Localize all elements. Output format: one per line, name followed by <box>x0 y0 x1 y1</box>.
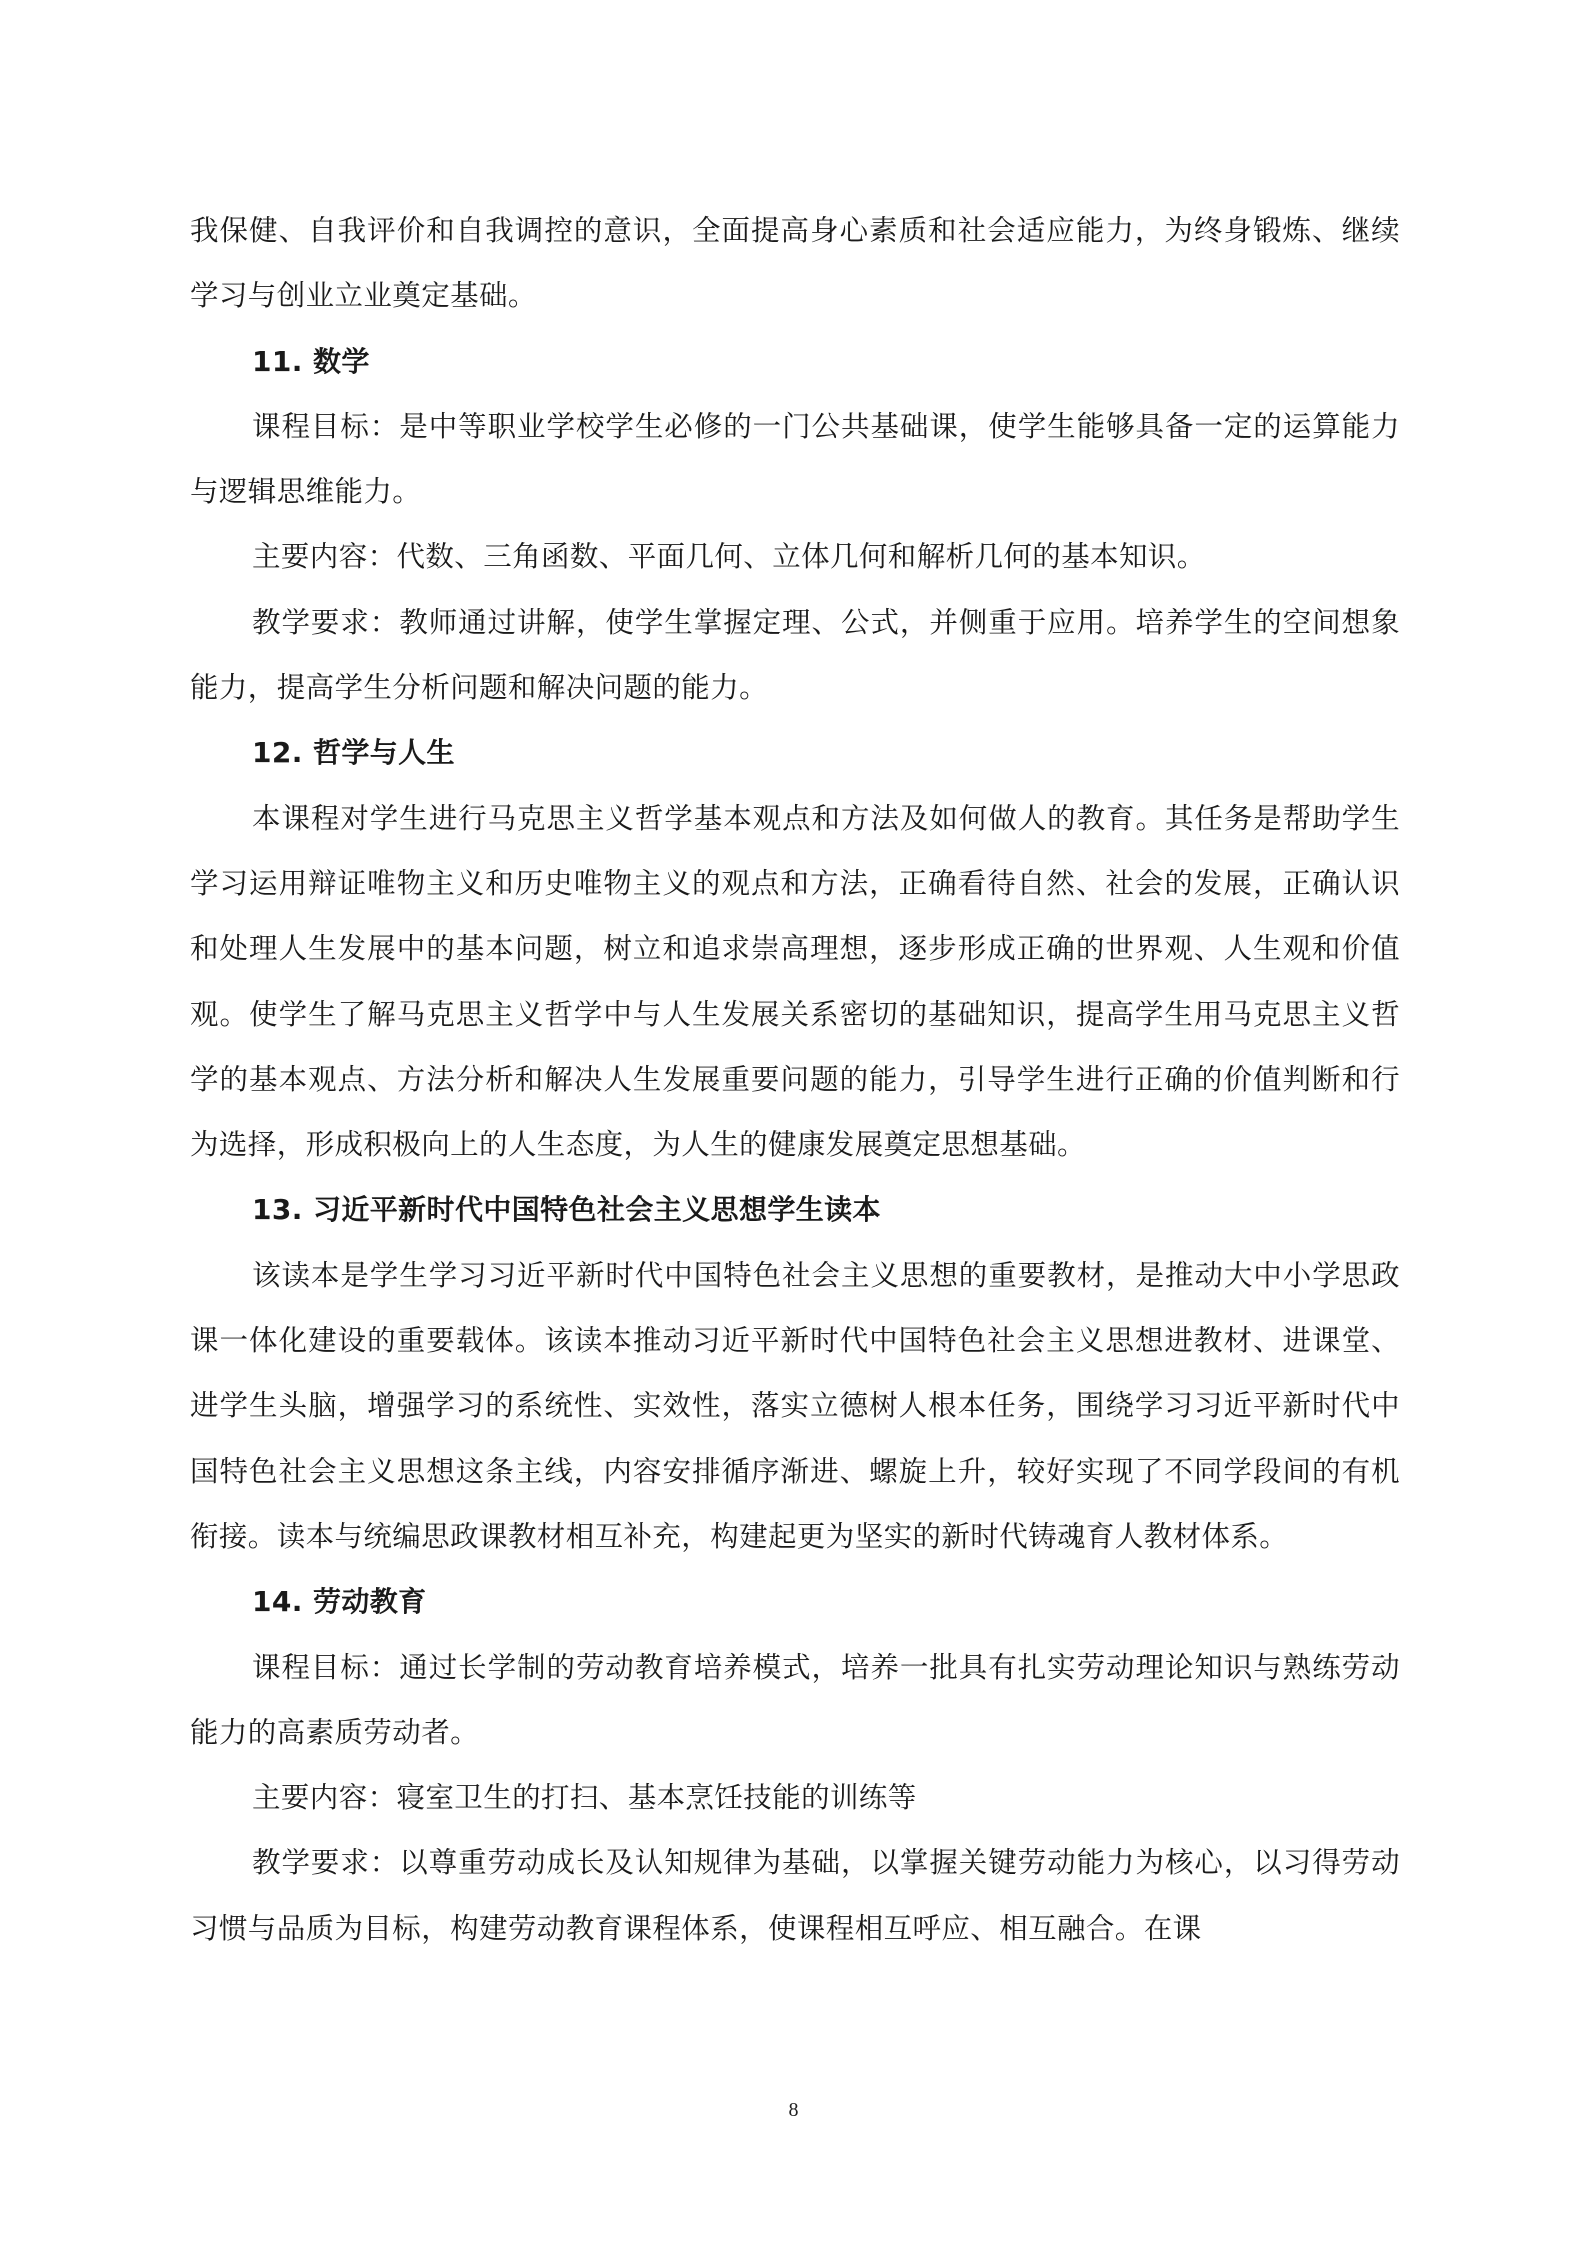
paragraph-math-requirements: 教学要求：教师通过讲解，使学生掌握定理、公式，并侧重于应用。培养学生的空间想象能力，提高学生分析问题和解决问题的能力。 <box>190 605 1400 705</box>
paragraph-labor-requirements: 教学要求：以尊重劳动成长及认知规律为基础，以掌握关键劳动能力为核心，以习得劳动习惯与品质为目标，构建劳动教育课程体系，使课程相互呼应、相互融合。在课 <box>190 1846 1400 1945</box>
paragraph-continuation: 我保健、自我评价和自我调控的意识，全面提高身心素质和社会适应能力，为终身锻炼、继续学习与创业立业奠定基础。 <box>190 214 1400 313</box>
paragraph-math-content: 主要内容：代数、三角函数、平面几何、立体几何和解析几何的基本知识。 <box>252 540 1206 574</box>
section-heading-math: 11. 数学 <box>252 344 370 378</box>
paragraph-philosophy: 本课程对学生进行马克思主义哲学基本观点和方法及如何做人的教育。其任务是帮助学生学习运用辩证唯物主义和历史唯物主义的观点和方法，正确看待自然、社会的发展，正确认识和处理人生发展中的基本问题，树立和追求崇高理想，逐步形成正确的世界观、人生观和价值观。使学生了解马克思主义哲学中与人生发展关系密切的基础知识，提高学生用马克思主义哲学的基本观点、方法分析和解决人生发展重要问题的能力，引导学生进行正确的价值判断和行为选择，形成积极向上的人生态度，为人生的健康发展奠定思想基础。 <box>190 801 1400 1162</box>
paragraph-labor-goal: 课程目标：通过长学制的劳动教育培养模式，培养一批具有扎实劳动理论知识与熟练劳动能力的高素质劳动者。 <box>190 1650 1400 1749</box>
paragraph-labor-content: 主要内容：寝室卫生的打扫、基本烹饪技能的训练等 <box>252 1781 917 1815</box>
paragraph-math-goal: 课程目标：是中等职业学校学生必修的一门公共基础课，使学生能够具备一定的运算能力与逻辑思维能力。 <box>190 409 1400 509</box>
section-heading-labor: 14. 劳动教育 <box>252 1585 427 1619</box>
paragraph-reader: 该读本是学生学习习近平新时代中国特色社会主义思想的重要教材，是推动大中小学思政课一体化建设的重要载体。该读本推动习近平新时代中国特色社会主义思想进教材、进课堂、进学生头脑，增强学习的系统性、实效性，落实立德树人根本任务，围绕学习习近平新时代中国特色社会主义思想这条主线，内容安排循序渐进、螺旋上升，较好实现了不同学段间的有机衔接。读本与统编思政课教材相互补充，构建起更为坚实的新时代铸魂育人教材体系。 <box>190 1258 1400 1553</box>
page-number: 8 <box>788 2099 799 2121</box>
section-heading-reader: 13. 习近平新时代中国特色社会主义思想学生读本 <box>252 1193 881 1227</box>
section-heading-philosophy: 12. 哲学与人生 <box>252 736 455 770</box>
page-body <box>190 198 1400 1961</box>
